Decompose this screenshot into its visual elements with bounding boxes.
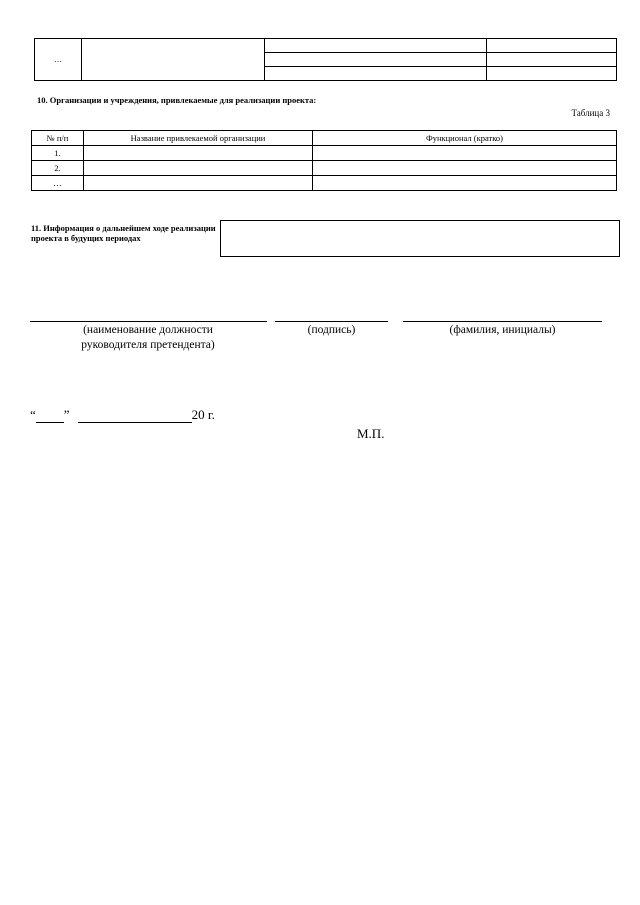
day-blank[interactable] (36, 406, 64, 423)
table-header-row (32, 131, 617, 146)
table-cell (265, 67, 487, 81)
previous-table-fragment (34, 38, 617, 81)
stamp-placeholder: М.П. (357, 426, 385, 441)
organizations-table (31, 130, 617, 191)
table-row (32, 146, 617, 161)
row-number-cell: 1. (32, 146, 84, 161)
position-line[interactable] (30, 321, 267, 322)
row-number-cell: … (35, 39, 82, 81)
future-info-field[interactable] (220, 220, 620, 257)
table-cell (487, 53, 617, 67)
position-label: (наименование должности руководителя претендента) (81, 324, 215, 351)
table-row (32, 161, 617, 176)
row-number-cell: … (32, 176, 84, 191)
column-header-function: Функционал (кратко) (313, 131, 617, 146)
organization-cell[interactable] (84, 176, 313, 191)
section-10-heading: 10. Организации и учреждения, привлекаемые для реализации проекта: (37, 95, 317, 105)
function-cell[interactable] (313, 176, 617, 191)
table-3-caption: Таблица 3 (571, 108, 610, 118)
section-11-heading: 11. Информация о дальнейшем ходе реализации проекта в будущих периодах (31, 223, 216, 243)
table-cell (487, 67, 617, 81)
close-quote: ” (63, 407, 70, 422)
function-cell[interactable] (313, 146, 617, 161)
month-blank[interactable] (78, 406, 192, 423)
year-suffix: 20 г. (191, 407, 215, 422)
signature-line[interactable] (275, 321, 388, 322)
signature-label: (подпись) (307, 324, 356, 336)
column-header-number: № п/п (32, 131, 84, 146)
table-cell (265, 39, 487, 53)
open-quote: “ (30, 407, 36, 422)
organization-cell[interactable] (84, 161, 313, 176)
organization-cell[interactable] (84, 146, 313, 161)
table-cell (487, 39, 617, 53)
table-row (32, 176, 617, 191)
column-header-organization: Название привлекаемой организации (84, 131, 313, 146)
table-cell (265, 53, 487, 67)
row-number-cell: 2. (32, 161, 84, 176)
function-cell[interactable] (313, 161, 617, 176)
name-label: (фамилия, инициалы) (449, 324, 556, 336)
table-cell (82, 39, 265, 81)
name-line[interactable] (403, 321, 602, 322)
date-line (30, 406, 215, 423)
